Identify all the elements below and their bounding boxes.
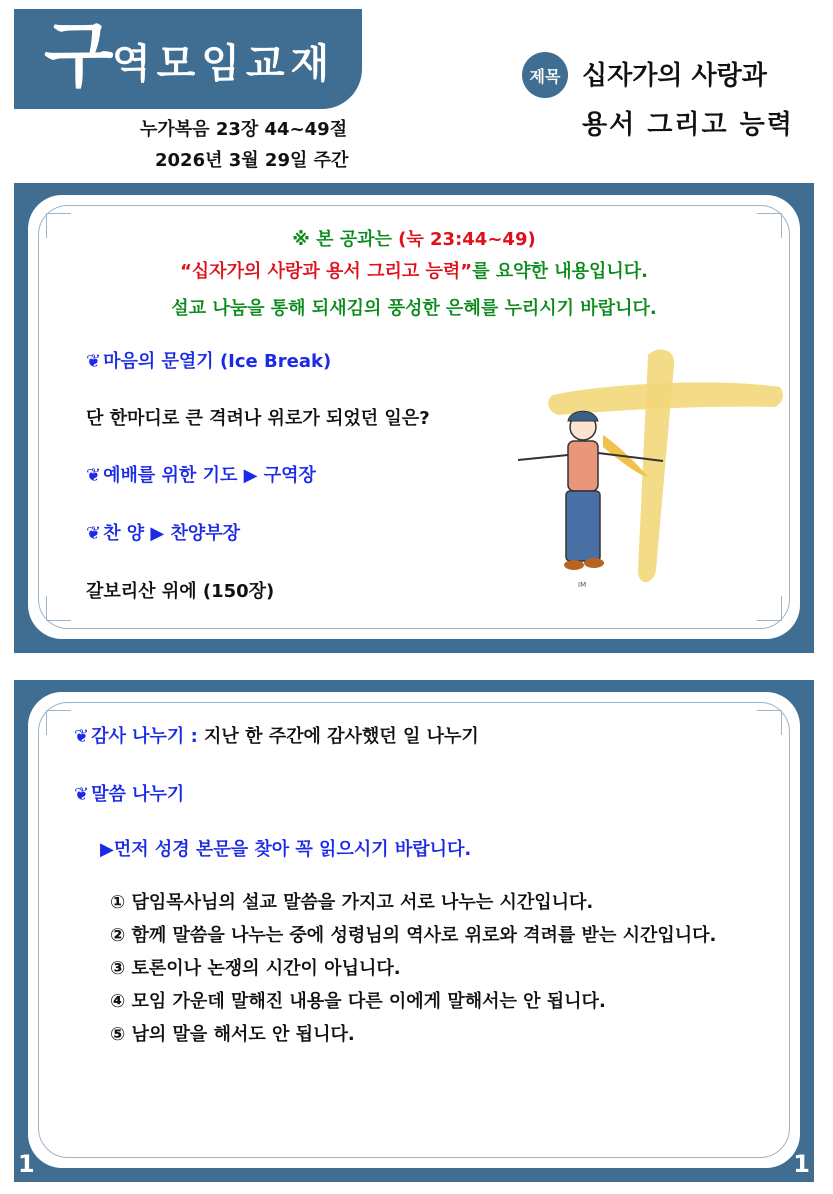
panel-1-content: [28, 195, 800, 639]
corner-ornament: [757, 710, 782, 735]
title-badge: 제목: [522, 52, 568, 98]
page-number-right: 1: [793, 1150, 810, 1178]
lesson-panel-2: [14, 680, 814, 1182]
prayer-heading-text: 예배를 위한 기도 ▶ 구역장: [103, 465, 316, 486]
panel-2-content: [28, 692, 800, 1168]
reading-instruction: ▶먼저 성경 본문을 찾아 꼭 읽으시기 바랍니다.: [100, 839, 472, 860]
heart-icon: ❦: [74, 784, 90, 805]
rule-item: ⑤ 남의 말을 해서도 안 됩니다.: [110, 1024, 355, 1045]
intro-quote: “십자가의 사랑과 용서 그리고 능력”: [179, 261, 473, 282]
thanks-text: 지난 한 주간에 감사했던 일 나누기: [197, 726, 479, 747]
intro-line-1: [28, 225, 800, 251]
intro-ref: (눅 23:44~49): [398, 229, 536, 250]
heart-icon: ❦: [86, 523, 102, 544]
rule-item: ③ 토론이나 논쟁의 시간이 아닙니다.: [110, 958, 401, 979]
page-number-left: 1: [18, 1150, 35, 1178]
prayer-heading: [86, 461, 316, 487]
shoe-icon: [584, 558, 604, 568]
intro-quote-suffix: 를 요약한 내용입니다.: [472, 261, 649, 282]
header-banner: [14, 9, 362, 109]
banner-big-char: 구: [44, 13, 114, 97]
intro-prefix: ※ 본 공과는: [292, 229, 399, 250]
icebreak-question: 단 한마디로 큰 격려나 위로가 되었던 일은?: [86, 408, 430, 429]
lesson-panel-1: [14, 183, 814, 653]
thanks-heading: 감사 나누기 :: [91, 726, 198, 747]
praise-heading: [86, 519, 240, 545]
heart-icon: ❦: [86, 351, 102, 372]
intro-line-2: [28, 257, 800, 283]
icebreak-heading: [86, 347, 331, 373]
corner-ornament: [46, 596, 71, 621]
word-heading-text: 말씀 나누기: [91, 784, 185, 805]
heart-icon: ❦: [74, 726, 90, 747]
word-heading: [74, 780, 184, 806]
lesson-title-line1: 십자가의 사랑과: [582, 61, 767, 91]
hymn-title: 갈보리산 위에 (150장): [86, 581, 275, 602]
thanks-section: [74, 722, 479, 748]
left-arm-icon: [518, 455, 568, 460]
rule-item: ① 담임목사님의 설교 말씀을 가지고 서로 나누는 시간입니다.: [110, 892, 594, 913]
lesson-date: 2026년 3월 29일 주간: [155, 150, 349, 171]
icebreak-heading-text: 마음의 문열기 (Ice Break): [103, 351, 332, 372]
cross-illustration: [498, 335, 798, 605]
corner-ornament: [46, 710, 71, 735]
shoe-icon: [564, 560, 584, 570]
illustration-signature: IM: [578, 581, 587, 589]
banner-title: 역모임교재: [112, 41, 336, 87]
heart-icon: ❦: [86, 465, 102, 486]
lesson-title-line2: 용서 그리고 능력: [582, 110, 794, 140]
pants-icon: [566, 491, 600, 561]
scripture-reference: 누가복음 23장 44~49절: [140, 119, 348, 140]
intro-line-3: 설교 나눔을 통해 되새김의 풍성한 은혜를 누리시기 바랍니다.: [171, 298, 657, 319]
rule-item: ② 함께 말씀을 나누는 중에 성령님의 역사로 위로와 격려를 받는 시간입니다.: [110, 925, 717, 946]
rule-item: ④ 모임 가운데 말해진 내용을 다른 이에게 말해서는 안 됩니다.: [110, 991, 606, 1012]
praise-heading-text: 찬 양 ▶ 찬양부장: [103, 523, 241, 544]
vest-icon: [568, 441, 598, 491]
